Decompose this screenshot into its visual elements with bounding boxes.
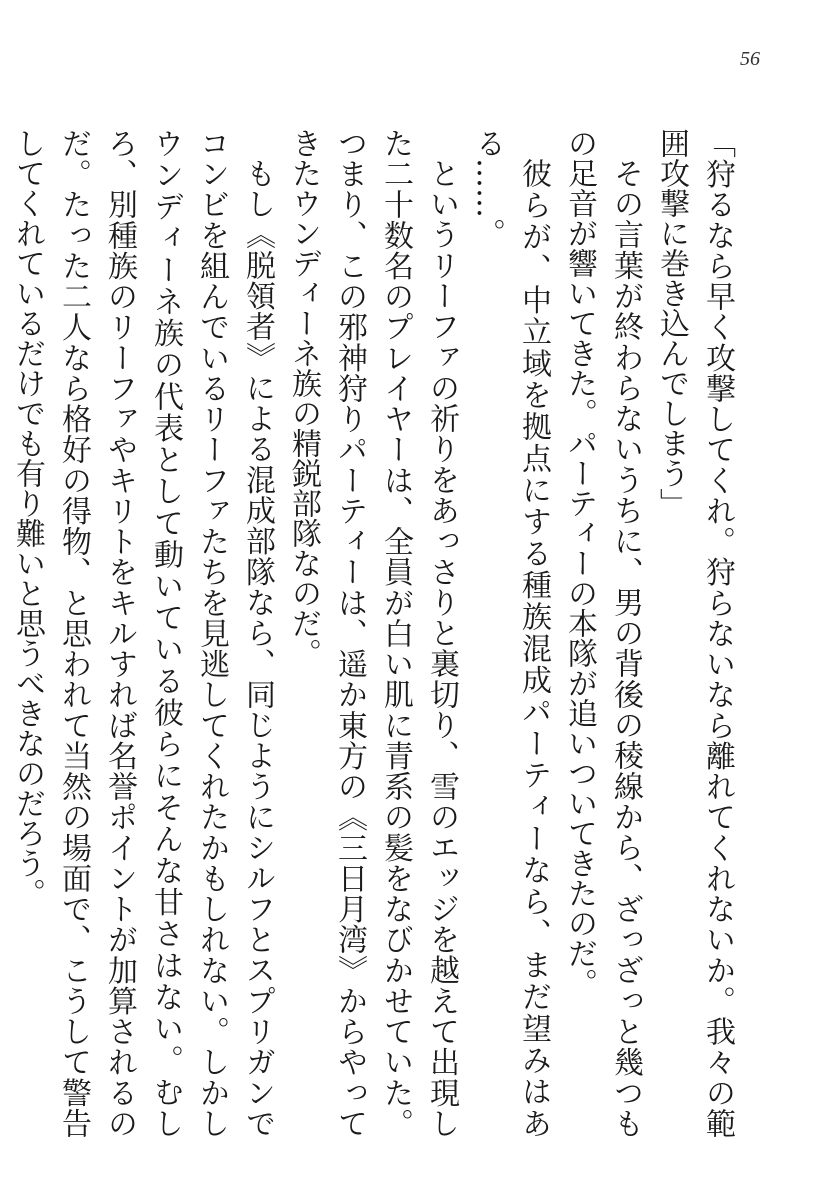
paragraph: というリーファの祈りをあっさりと裏切り、雪のエッジを越えて出現した二十数名のプレイヤーは、全員が白い肌に青系の髪をなびかせていた。つまり、この邪神狩りパーティーは、遥か東方の《三日月湾》からやってきたウンディーネ族の精鋭部隊なのだ。 (286, 128, 459, 1138)
paragraph (0, 128, 4, 1138)
body-text (0, 128, 740, 1138)
paragraph: その言葉が終わらないうちに、男の背後の稜線から、ざっざっと幾つもの足音が響いてきた。パーティーの本隊が追いついてきたのだ。 (562, 128, 643, 1138)
paragraph: もし《脱領者》による混成部隊なら、同じようにシルフとスプリガンでコンビを組んでいるリーファたちを見逃してくれたかもしれない。しかしウンディーネ族の代表として動いている彼らにそんな甘さはない。むしろ、別種族のリーファやキリトをキルすれば名誉ポイントが加算されるのだ。たった二人なら格好の得物、と思われて当然の場面で、こうして警告してくれているだけでも有り難いと思うべきなのだろう。 (10, 128, 275, 1139)
page-number: 56 (740, 48, 760, 70)
paragraph: 彼らが、中立域を拠点にする種族混成パーティーなら、まだ望みはある……。 (470, 128, 551, 1138)
paragraph: 「狩るなら早く攻撃してくれ。狩らないなら離れてくれないか。我々の範囲攻撃に巻き込んでしまう」 (654, 128, 735, 1138)
